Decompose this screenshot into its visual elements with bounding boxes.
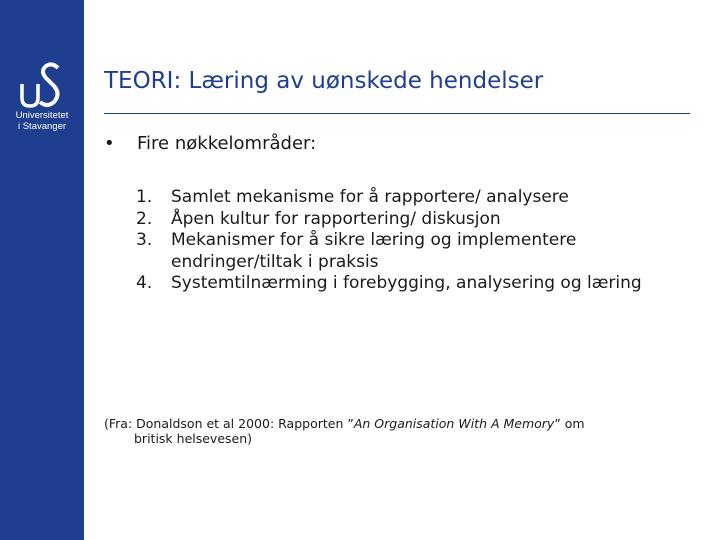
title-divider <box>104 113 690 114</box>
source-prefix: (Fra: Donaldson et al 2000: Rapporten ” <box>104 416 354 431</box>
slide-title: TEORI: Læring av uønskede hendelser <box>104 68 544 94</box>
uis-logo-icon <box>12 60 72 110</box>
logo-text-line1: Universitetet <box>15 110 69 121</box>
bullet-item <box>104 133 316 154</box>
list-item-text: Systemtilnærming i forebygging, analysering og læring <box>171 273 642 293</box>
list-item <box>136 230 676 273</box>
source-citation <box>104 416 674 446</box>
sidebar <box>0 0 84 540</box>
source-line2: britisk helsevesen) <box>134 431 253 446</box>
bullet-text: Fire nøkkelområder: <box>137 133 317 154</box>
source-suffix: ” om <box>554 416 585 431</box>
bullet-icon: • <box>104 133 115 154</box>
list-item-text: Mekanismer for å sikre læring og implementere endringer/tiltak i praksis <box>171 230 577 272</box>
list-item-number: 4. <box>136 273 153 293</box>
source-title: An Organisation With A Memory <box>353 416 555 431</box>
logo-text-line2: i Stavanger <box>17 121 67 132</box>
university-logo <box>0 60 84 132</box>
list-item <box>136 209 676 231</box>
list-item-text: Åpen kultur for rapportering/ diskusjon <box>171 208 501 229</box>
list-item <box>136 273 676 295</box>
list-item <box>136 187 676 209</box>
numbered-list <box>136 187 676 295</box>
list-item-number: 3. <box>136 230 153 250</box>
list-item-number: 1. <box>136 187 153 207</box>
list-item-number: 2. <box>136 208 153 229</box>
list-item-text: Samlet mekanisme for å rapportere/ analysere <box>171 187 569 207</box>
